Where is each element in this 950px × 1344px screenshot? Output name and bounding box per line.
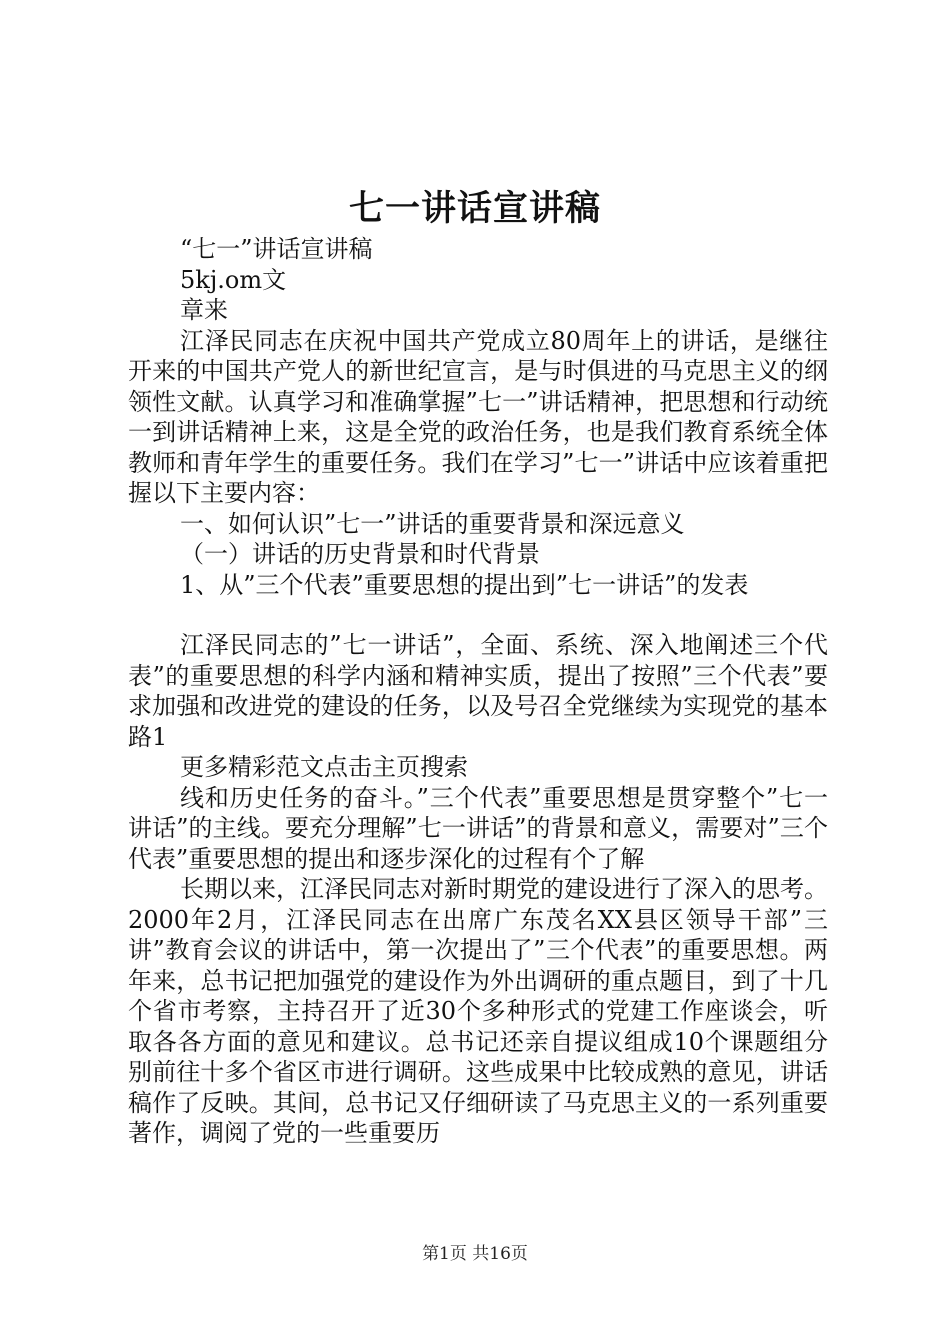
heading-subsection-1: （一）讲话的历史背景和时代背景 xyxy=(180,540,540,568)
heading-item-1: 1、从”三个代表”重要思想的提出到”七一讲话”的发表 xyxy=(180,570,749,599)
paragraph-body-3: 长期以来，江泽民同志对新时期党的建设进行了深入的思考。2000年2月，江泽民同志在出席广东茂名XX县区领导干部”三讲”教育会议的讲话中，第一次提出了”三个代表”的重要思想。两年来，总书记把加强党的建设作为外出调研的重点题目，到了十几个省市考察，主持召开了近30个多种形式的党建工作座谈会，听取各各方面的意见和建议。总书记还亲自提议组成10个课题组分别前往十多个省区市进行调研。这些成果中比较成熟的意见，讲话稿作了反映。其间，总书记又仔细研读了马克思主义的一系列重要著作，调阅了党的一些重要历 xyxy=(128,875,828,1147)
document-title: 七一讲话宣讲稿 xyxy=(348,188,601,229)
paragraph-body-2: 线和历史任务的奋斗。”三个代表”重要思想是贯穿整个”七一讲话”的主线。要充分理解”七一讲话”的背景和意义，需要对”三个代表”重要思想的提出和逐步深化的过程有个了解 xyxy=(128,783,828,873)
heading-section-1: 一、如何认识”七一”讲话的重要背景和深远意义 xyxy=(180,509,685,538)
paragraph-body-1: 江泽民同志的”七一讲话”，全面、系统、深入地阐述三个代表”的重要思想的科学内涵和精神实质，提出了按照”三个代表”要求加强和改进党的建设的任务，以及号召全党继续为实现党的基本路1 xyxy=(128,631,828,751)
paragraph-spacer xyxy=(128,600,828,630)
paragraph-source: 5kj.om文 xyxy=(180,265,287,294)
page-footer: 第1页 共16页 xyxy=(422,1244,528,1264)
promo-text: 更多精彩范文点击主页搜索 xyxy=(180,753,468,781)
paragraph-subtitle: “七一”讲话宣讲稿 xyxy=(180,235,373,263)
paragraph-intro: 江泽民同志在庆祝中国共产党成立80周年上的讲话，是继往开来的中国共产党人的新世纪宣言，是与时俱进的马克思主义的纲领性文献。认真学习和准确掌握”七一”讲话精神，把思想和行动统一到讲话精神上来，这是全党的政治任务，也是我们教育系统全体教师和青年学生的重要任务。我们在学习”七一”讲话中应该着重把握以下主要内容： xyxy=(128,326,828,507)
paragraph-source-cont: 章来 xyxy=(180,296,228,324)
document-body xyxy=(128,234,828,1149)
